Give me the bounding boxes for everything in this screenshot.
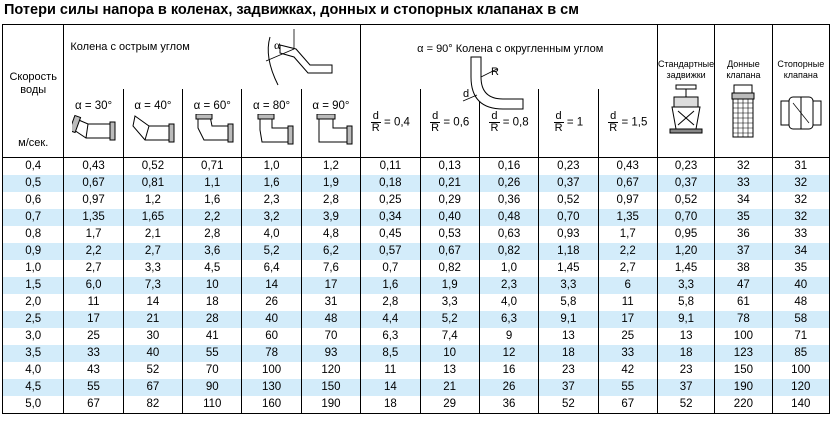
value-cell: 58 — [772, 311, 829, 328]
value-cell: 36 — [715, 226, 772, 243]
value-cell: 55 — [598, 379, 657, 396]
value-cell: 0,11 — [361, 157, 420, 175]
ratio-num: d — [372, 110, 379, 123]
value-cell: 18 — [657, 345, 714, 362]
radius-label: R — [491, 66, 500, 78]
bottom-valve-label: Донные клапана — [726, 59, 761, 80]
loss-table-container — [2, 24, 830, 432]
value-cell: 18 — [183, 294, 242, 311]
value-cell: 6 — [598, 277, 657, 294]
std-valve-header — [657, 25, 714, 158]
value-cell: 1,7 — [598, 226, 657, 243]
sharp-angle-60 — [183, 89, 242, 157]
value-cell: 1,9 — [301, 175, 360, 192]
value-cell: 1,2 — [301, 157, 360, 175]
value-cell: 3,3 — [123, 260, 182, 277]
value-cell: 25 — [598, 328, 657, 345]
value-cell: 5,8 — [657, 294, 714, 311]
value-cell: 0,37 — [539, 175, 598, 192]
value-cell: 1,6 — [242, 175, 301, 192]
value-cell: 6,2 — [301, 243, 360, 260]
value-cell: 90 — [183, 379, 242, 396]
value-cell: 0,18 — [361, 175, 420, 192]
value-cell: 67 — [598, 396, 657, 414]
value-cell: 13 — [420, 362, 479, 379]
value-cell: 32 — [772, 175, 829, 192]
value-cell: 0,29 — [420, 192, 479, 209]
value-cell: 67 — [64, 396, 123, 414]
value-cell: 82 — [123, 396, 182, 414]
elbow-80-icon — [250, 114, 294, 148]
value-cell: 93 — [301, 345, 360, 362]
value-cell: 0,52 — [657, 192, 714, 209]
table-row — [3, 328, 830, 345]
value-cell: 100 — [242, 362, 301, 379]
value-cell: 37 — [539, 379, 598, 396]
value-cell: 9,1 — [539, 311, 598, 328]
elbow-60-icon — [190, 114, 234, 148]
value-cell: 1,0 — [479, 260, 538, 277]
value-cell: 0,70 — [539, 209, 598, 226]
value-cell: 21 — [420, 379, 479, 396]
value-cell: 1,7 — [64, 226, 123, 243]
value-cell: 33 — [64, 345, 123, 362]
value-cell: 4,4 — [361, 311, 420, 328]
value-cell: 5,8 — [539, 294, 598, 311]
value-cell: 70 — [183, 362, 242, 379]
value-cell: 6,3 — [361, 328, 420, 345]
value-cell: 2,8 — [361, 294, 420, 311]
value-cell: 220 — [715, 396, 772, 414]
value-cell: 0,70 — [657, 209, 714, 226]
value-cell: 1,1 — [183, 175, 242, 192]
speed-cell: 4,5 — [3, 379, 64, 396]
ratio-value: = 1 — [566, 116, 584, 129]
value-cell: 40 — [242, 311, 301, 328]
ratio-1-5 — [598, 89, 657, 157]
value-cell: 0,57 — [361, 243, 420, 260]
speed-cell: 0,9 — [3, 243, 64, 260]
value-cell: 34 — [715, 192, 772, 209]
value-cell: 0,81 — [123, 175, 182, 192]
gate-valve-icon — [668, 83, 704, 135]
value-cell: 67 — [123, 379, 182, 396]
stop-valve-label: Стопорные клапана — [777, 59, 825, 80]
value-cell: 0,53 — [420, 226, 479, 243]
speed-cell: 0,6 — [3, 192, 64, 209]
value-cell: 1,45 — [539, 260, 598, 277]
value-cell: 14 — [242, 277, 301, 294]
ratio-den: R — [609, 122, 618, 135]
value-cell: 2,3 — [242, 192, 301, 209]
value-cell: 26 — [242, 294, 301, 311]
value-cell: 28 — [183, 311, 242, 328]
value-cell: 7,3 — [123, 277, 182, 294]
value-cell: 0,45 — [361, 226, 420, 243]
value-cell: 0,23 — [539, 157, 598, 175]
value-cell: 0,34 — [361, 209, 420, 226]
value-cell: 42 — [598, 362, 657, 379]
ratio-den: R — [431, 122, 440, 135]
value-cell: 120 — [772, 379, 829, 396]
value-cell: 23 — [539, 362, 598, 379]
ratio-value: = 0,6 — [443, 116, 470, 129]
value-cell: 1,65 — [123, 209, 182, 226]
value-cell: 3,9 — [301, 209, 360, 226]
ratio-num: d — [610, 110, 617, 123]
value-cell: 4,0 — [242, 226, 301, 243]
value-cell: 26 — [479, 379, 538, 396]
value-cell: 55 — [183, 345, 242, 362]
value-cell: 2,2 — [598, 243, 657, 260]
round-elbow-group — [361, 25, 658, 100]
value-cell: 1,20 — [657, 243, 714, 260]
value-cell: 100 — [715, 328, 772, 345]
value-cell: 2,2 — [64, 243, 123, 260]
value-cell: 52 — [539, 396, 598, 414]
value-cell: 0,97 — [64, 192, 123, 209]
value-cell: 7,6 — [301, 260, 360, 277]
speed-cell: 0,7 — [3, 209, 64, 226]
table-row — [3, 311, 830, 328]
value-cell: 1,0 — [242, 157, 301, 175]
value-cell: 7,4 — [420, 328, 479, 345]
value-cell: 2,8 — [183, 226, 242, 243]
table-row — [3, 226, 830, 243]
table-row — [3, 362, 830, 379]
value-cell: 3,6 — [183, 243, 242, 260]
value-cell: 2,8 — [301, 192, 360, 209]
elbow-30-icon — [72, 114, 116, 148]
table-row — [3, 260, 830, 277]
value-cell: 123 — [715, 345, 772, 362]
value-cell: 13 — [657, 328, 714, 345]
loss-table — [2, 24, 830, 414]
value-cell: 34 — [772, 243, 829, 260]
value-cell: 8,5 — [361, 345, 420, 362]
value-cell: 0,95 — [657, 226, 714, 243]
value-cell: 3,2 — [242, 209, 301, 226]
value-cell: 0,67 — [420, 243, 479, 260]
value-cell: 31 — [772, 157, 829, 175]
value-cell: 61 — [715, 294, 772, 311]
stop-valve-header — [772, 25, 829, 158]
table-row — [3, 379, 830, 396]
value-cell: 85 — [772, 345, 829, 362]
value-cell: 9,1 — [657, 311, 714, 328]
speed-cell: 0,5 — [3, 175, 64, 192]
speed-unit: м/сек. — [18, 137, 49, 150]
value-cell: 12 — [479, 345, 538, 362]
speed-cell: 5,0 — [3, 396, 64, 414]
ratio-num: d — [491, 110, 498, 123]
value-cell: 190 — [301, 396, 360, 414]
value-cell: 150 — [715, 362, 772, 379]
speed-cell: 0,4 — [3, 157, 64, 175]
value-cell: 0,48 — [479, 209, 538, 226]
value-cell: 10 — [420, 345, 479, 362]
value-cell: 48 — [772, 294, 829, 311]
value-cell: 52 — [657, 396, 714, 414]
sharp-elbow-diagram-icon — [260, 27, 350, 89]
speed-cell: 3,0 — [3, 328, 64, 345]
value-cell: 32 — [772, 192, 829, 209]
bottom-valve-header — [715, 25, 772, 158]
table-row — [3, 175, 830, 192]
value-cell: 17 — [598, 311, 657, 328]
value-cell: 30 — [123, 328, 182, 345]
table-row — [3, 243, 830, 260]
value-cell: 35 — [772, 260, 829, 277]
value-cell: 4,8 — [301, 226, 360, 243]
value-cell: 21 — [123, 311, 182, 328]
value-cell: 2,3 — [479, 277, 538, 294]
check-valve-icon — [779, 93, 823, 133]
speed-cell: 1,0 — [3, 260, 64, 277]
value-cell: 78 — [715, 311, 772, 328]
value-cell: 11 — [361, 362, 420, 379]
value-cell: 2,7 — [64, 260, 123, 277]
speed-cell: 3,5 — [3, 345, 64, 362]
value-cell: 55 — [64, 379, 123, 396]
value-cell: 78 — [242, 345, 301, 362]
value-cell: 10 — [183, 277, 242, 294]
value-cell: 110 — [183, 396, 242, 414]
angle-label: α = 90° — [312, 99, 350, 112]
value-cell: 1,2 — [123, 192, 182, 209]
value-cell: 37 — [715, 243, 772, 260]
angle-label: α = 40° — [134, 99, 172, 112]
round-elbow-diagram-icon — [461, 55, 541, 115]
ratio-den: R — [371, 122, 380, 135]
alpha-symbol: α — [274, 38, 281, 52]
value-cell: 29 — [420, 396, 479, 414]
value-cell: 38 — [715, 260, 772, 277]
value-cell: 11 — [64, 294, 123, 311]
value-cell: 60 — [242, 328, 301, 345]
value-cell: 2,2 — [183, 209, 242, 226]
table-row — [3, 192, 830, 209]
value-cell: 0,67 — [598, 175, 657, 192]
ratio-value: = 0,8 — [502, 116, 529, 129]
sharp-angle-30 — [64, 89, 123, 157]
speed-cell: 1,5 — [3, 277, 64, 294]
speed-label: Скорость воды — [9, 71, 57, 97]
value-cell: 150 — [301, 379, 360, 396]
value-cell: 0,25 — [361, 192, 420, 209]
value-cell: 43 — [64, 362, 123, 379]
angle-label: α = 30° — [74, 99, 113, 112]
value-cell: 5,2 — [420, 311, 479, 328]
value-cell: 33 — [598, 345, 657, 362]
value-cell: 2,7 — [123, 243, 182, 260]
value-cell: 41 — [183, 328, 242, 345]
value-cell: 36 — [479, 396, 538, 414]
value-cell: 0,13 — [420, 157, 479, 175]
value-cell: 130 — [242, 379, 301, 396]
value-cell: 33 — [715, 175, 772, 192]
value-cell: 0,82 — [420, 260, 479, 277]
value-cell: 52 — [123, 362, 182, 379]
sharp-group-label: Колена с острым углом — [70, 41, 190, 53]
speed-cell: 4,0 — [3, 362, 64, 379]
value-cell: 160 — [242, 396, 301, 414]
value-cell: 0,16 — [479, 157, 538, 175]
value-cell: 0,40 — [420, 209, 479, 226]
value-cell: 23 — [657, 362, 714, 379]
value-cell: 14 — [361, 379, 420, 396]
sharp-angle-40 — [123, 89, 182, 157]
value-cell: 25 — [64, 328, 123, 345]
value-cell: 0,26 — [479, 175, 538, 192]
value-cell: 33 — [772, 226, 829, 243]
value-cell: 14 — [123, 294, 182, 311]
ratio-den: R — [490, 122, 499, 135]
value-cell: 1,35 — [64, 209, 123, 226]
table-row — [3, 209, 830, 226]
value-cell: 40 — [123, 345, 182, 362]
value-cell: 3,3 — [539, 277, 598, 294]
table-row — [3, 396, 830, 414]
value-cell: 100 — [772, 362, 829, 379]
value-cell: 6,0 — [64, 277, 123, 294]
value-cell: 3,3 — [420, 294, 479, 311]
value-cell: 0,67 — [64, 175, 123, 192]
value-cell: 1,35 — [598, 209, 657, 226]
value-cell: 16 — [479, 362, 538, 379]
value-cell: 0,43 — [64, 157, 123, 175]
sharp-angle-80 — [242, 89, 301, 157]
value-cell: 190 — [715, 379, 772, 396]
ratio-value: = 0,4 — [384, 116, 410, 129]
sharp-elbow-group — [64, 25, 361, 90]
table-row — [3, 157, 830, 175]
value-cell: 120 — [301, 362, 360, 379]
value-cell: 0,63 — [479, 226, 538, 243]
value-cell: 5,2 — [242, 243, 301, 260]
value-cell: 0,52 — [539, 192, 598, 209]
value-cell: 4,5 — [183, 260, 242, 277]
value-cell: 140 — [772, 396, 829, 414]
ratio-den: R — [554, 122, 563, 135]
std-valve-label: Стандартные задвижки — [658, 59, 715, 80]
round-group-label: α = 90° Колена с округленным углом — [417, 43, 604, 55]
value-cell: 4,0 — [479, 294, 538, 311]
value-cell: 1,9 — [420, 277, 479, 294]
value-cell: 17 — [64, 311, 123, 328]
value-cell: 6,4 — [242, 260, 301, 277]
value-cell: 0,97 — [598, 192, 657, 209]
speed-cell: 2,5 — [3, 311, 64, 328]
sharp-angle-90 — [301, 89, 360, 157]
value-cell: 17 — [301, 277, 360, 294]
ratio-num: d — [432, 110, 439, 123]
table-row — [3, 277, 830, 294]
value-cell: 18 — [539, 345, 598, 362]
page-title: Потери силы напора в коленах, задвижках, донных и стопорных клапанах в см — [4, 2, 579, 18]
table-row — [3, 345, 830, 362]
value-cell: 0,37 — [657, 175, 714, 192]
elbow-40-icon — [131, 114, 175, 148]
value-cell: 2,7 — [598, 260, 657, 277]
value-cell: 13 — [539, 328, 598, 345]
ratio-0-4 — [361, 89, 420, 157]
value-cell: 0,21 — [420, 175, 479, 192]
value-cell: 48 — [301, 311, 360, 328]
value-cell: 1,45 — [657, 260, 714, 277]
value-cell: 32 — [772, 209, 829, 226]
ratio-num: d — [555, 110, 562, 123]
value-cell: 1,18 — [539, 243, 598, 260]
value-cell: 37 — [657, 379, 714, 396]
elbow-90-icon — [309, 114, 353, 148]
value-cell: 0,52 — [123, 157, 182, 175]
value-cell: 6,3 — [479, 311, 538, 328]
diameter-label: d — [463, 88, 470, 100]
value-cell: 2,1 — [123, 226, 182, 243]
speed-cell: 0,8 — [3, 226, 64, 243]
value-cell: 31 — [301, 294, 360, 311]
value-cell: 0,7 — [361, 260, 420, 277]
value-cell: 1,6 — [183, 192, 242, 209]
value-cell: 0,36 — [479, 192, 538, 209]
value-cell: 18 — [361, 396, 420, 414]
value-cell: 11 — [598, 294, 657, 311]
value-cell: 40 — [772, 277, 829, 294]
value-cell: 47 — [715, 277, 772, 294]
angle-label: α = 80° — [253, 99, 291, 112]
value-cell: 32 — [715, 157, 772, 175]
value-cell: 0,93 — [539, 226, 598, 243]
value-cell: 0,23 — [657, 157, 714, 175]
table-row — [3, 294, 830, 311]
speed-cell: 2,0 — [3, 294, 64, 311]
table-body — [3, 157, 830, 413]
ratio-1 — [539, 89, 598, 157]
value-cell: 71 — [772, 328, 829, 345]
value-cell: 9 — [479, 328, 538, 345]
value-cell: 70 — [301, 328, 360, 345]
value-cell: 0,82 — [479, 243, 538, 260]
value-cell: 1,6 — [361, 277, 420, 294]
value-cell: 0,71 — [183, 157, 242, 175]
speed-header — [3, 25, 64, 158]
value-cell: 0,43 — [598, 157, 657, 175]
ratio-value: = 1,5 — [621, 116, 648, 129]
angle-label: α = 60° — [193, 99, 231, 112]
value-cell: 35 — [715, 209, 772, 226]
foot-valve-icon — [728, 83, 758, 139]
value-cell: 3,3 — [657, 277, 714, 294]
